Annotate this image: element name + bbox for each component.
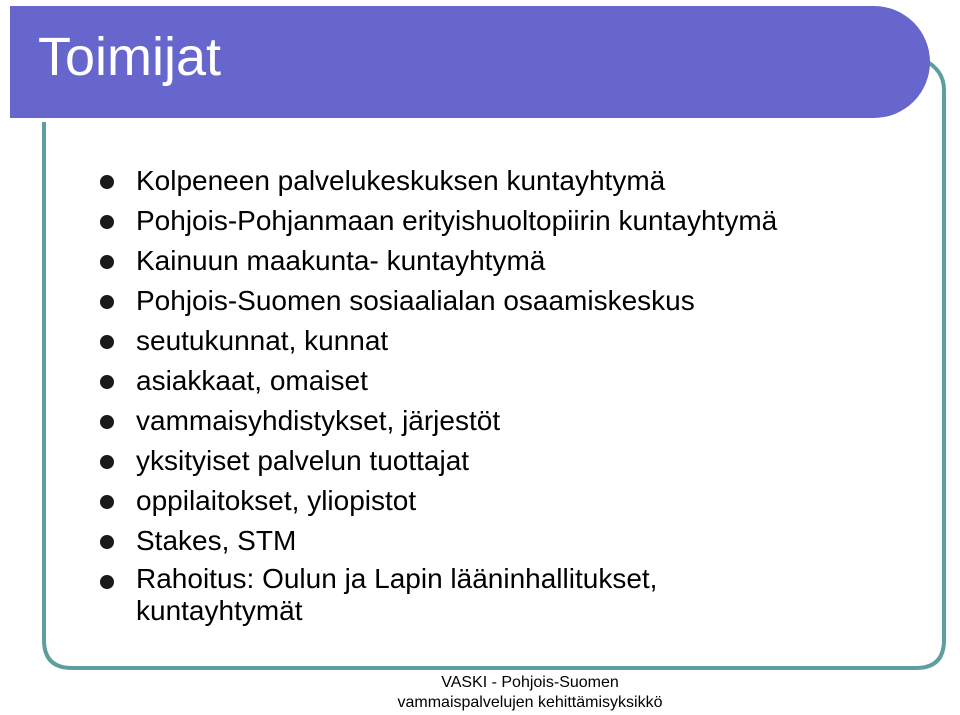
list-item: [100, 523, 900, 563]
slide-title: Toimijat: [38, 27, 222, 87]
list-item: [100, 403, 900, 443]
list-item: [100, 283, 900, 323]
bullet-icon: [100, 175, 114, 189]
list-item: [100, 563, 776, 627]
bullet-text: Kainuun maakunta- kuntayhtymä: [136, 245, 546, 276]
bullet-icon: [100, 575, 114, 589]
bullet-list: [100, 163, 900, 627]
bullet-icon: [100, 375, 114, 389]
list-item: [100, 483, 900, 523]
footer-line-2: vammaispalvelujen kehittämisyksikkö: [397, 694, 663, 711]
title-underline: [10, 118, 886, 122]
bullet-text: Stakes, STM: [136, 525, 297, 556]
bullet-text: Rahoitus: Oulun ja Lapin lääninhallitukset, kuntayhtymät: [136, 563, 658, 626]
bullet-icon: [100, 215, 114, 229]
bullet-icon: [100, 535, 114, 549]
bullet-icon: [100, 455, 114, 469]
list-item: [100, 203, 900, 243]
list-item: [100, 243, 900, 283]
bullet-text: Pohjois-Suomen sosiaalialan osaamiskeskus: [136, 285, 695, 316]
bullet-text: yksityiset palvelun tuottajat: [136, 445, 470, 476]
slide-footer: [380, 673, 680, 713]
bullet-icon: [100, 255, 114, 269]
bullet-text: Pohjois-Pohjanmaan erityishuoltopiirin kuntayhtymä: [136, 205, 778, 236]
bullet-text: seutukunnat, kunnat: [136, 325, 389, 356]
footer-line-1: VASKI - Pohjois-Suomen: [441, 674, 619, 691]
bullet-icon: [100, 415, 114, 429]
list-item: [100, 363, 900, 403]
bullet-text: asiakkaat, omaiset: [136, 365, 368, 396]
bullet-text: Kolpeneen palvelukeskuksen kuntayhtymä: [136, 165, 666, 196]
bullet-icon: [100, 295, 114, 309]
list-item: [100, 443, 900, 483]
list-item: [100, 323, 900, 363]
bullet-text: vammaisyhdistykset, järjestöt: [136, 405, 501, 436]
bullet-text: oppilaitokset, yliopistot: [136, 485, 417, 516]
list-item: [100, 163, 900, 203]
bullet-icon: [100, 335, 114, 349]
bullet-icon: [100, 495, 114, 509]
